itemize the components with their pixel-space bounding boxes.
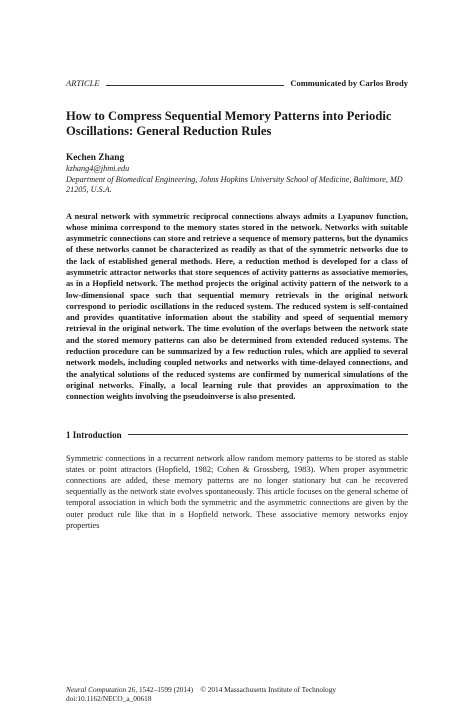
article-page xyxy=(66,78,408,531)
page-footer xyxy=(66,685,408,703)
paper-title: How to Compress Sequential Memory Patterns into Periodic Oscillations: General Reduction Rules xyxy=(66,109,392,138)
author-email: kzhang4@jhmi.edu xyxy=(66,164,130,173)
journal-citation: 26, 1542–1599 (2014) xyxy=(128,685,194,694)
section-rule xyxy=(128,434,408,435)
footer-citation-line xyxy=(66,685,408,694)
header-rule xyxy=(106,85,285,86)
article-label: ARTICLE xyxy=(66,78,100,88)
abstract: A neural network with symmetric reciprocal connections always admits a Lyapunov function, whose minima correspond to the memory states stored in the network. Networks with suitable asymmetric connections can store and retrieve a sequence of memory patterns, but the dynamics of these networks cannot be characterized as readily as that of the symmetric networks due to the lack of established general methods. Here, a reduction method is developed for a class of asymmetric attractor networks that store sequences of activity patterns as associative memories, as in a Hopfield network. The method projects the original activity pattern of the network to a low-dimensional space such that sequential memory retrievals in the original network correspond to periodic oscillations in the reduced system. The reduced system is self-contained and provides quantitative information about the stability and speed of sequential memory retrieval in the original network. The time evolution of the overlaps between the network state and the stored memory patterns can also be determined from extended reduced systems. The reduction procedure can be summarized by a few reduction rules, which are applied to several network models, including coupled networks and networks with time-delayed connections, and the analytical solutions of the reduced systems are confirmed by numerical simulations of the original networks. Finally, a local learning rule that provides an approximation to the connection weights involving the pseudoinverse is also presented. xyxy=(66,211,408,402)
running-head xyxy=(66,78,408,88)
author-name: Kechen Zhang xyxy=(66,153,125,163)
journal-name: Neural Computation xyxy=(66,685,127,694)
communicated-by: Communicated by Carlos Brody xyxy=(290,78,408,88)
intro-paragraph: Symmetric connections in a recurrent network allow random memory patterns to be stored as stable states or point attractors (Hopfield, 1982; Cohen & Grossberg, 1983). When proper asymmetric connections are added, these memory patterns are no longer stationary but can be recovered sequentially as the network state evolves spontaneously. This article focuses on the general scheme of temporal association in which both the symmetric and the asymmetric connections are given by the outer product rule like that in a Hopfield network. These associative memory networks enjoy properties xyxy=(66,453,408,530)
author-affiliation: Department of Biomedical Engineering, Johns Hopkins University School of Medicine, Baltimore, MD 21205, U.S.A. xyxy=(66,174,403,194)
section-title: 1 Introduction xyxy=(66,429,122,440)
section-heading xyxy=(66,430,408,440)
doi: doi:10.1162/NECO_a_00618 xyxy=(66,694,152,703)
copyright: © 2014 Massachusetts Institute of Technology xyxy=(200,685,337,694)
